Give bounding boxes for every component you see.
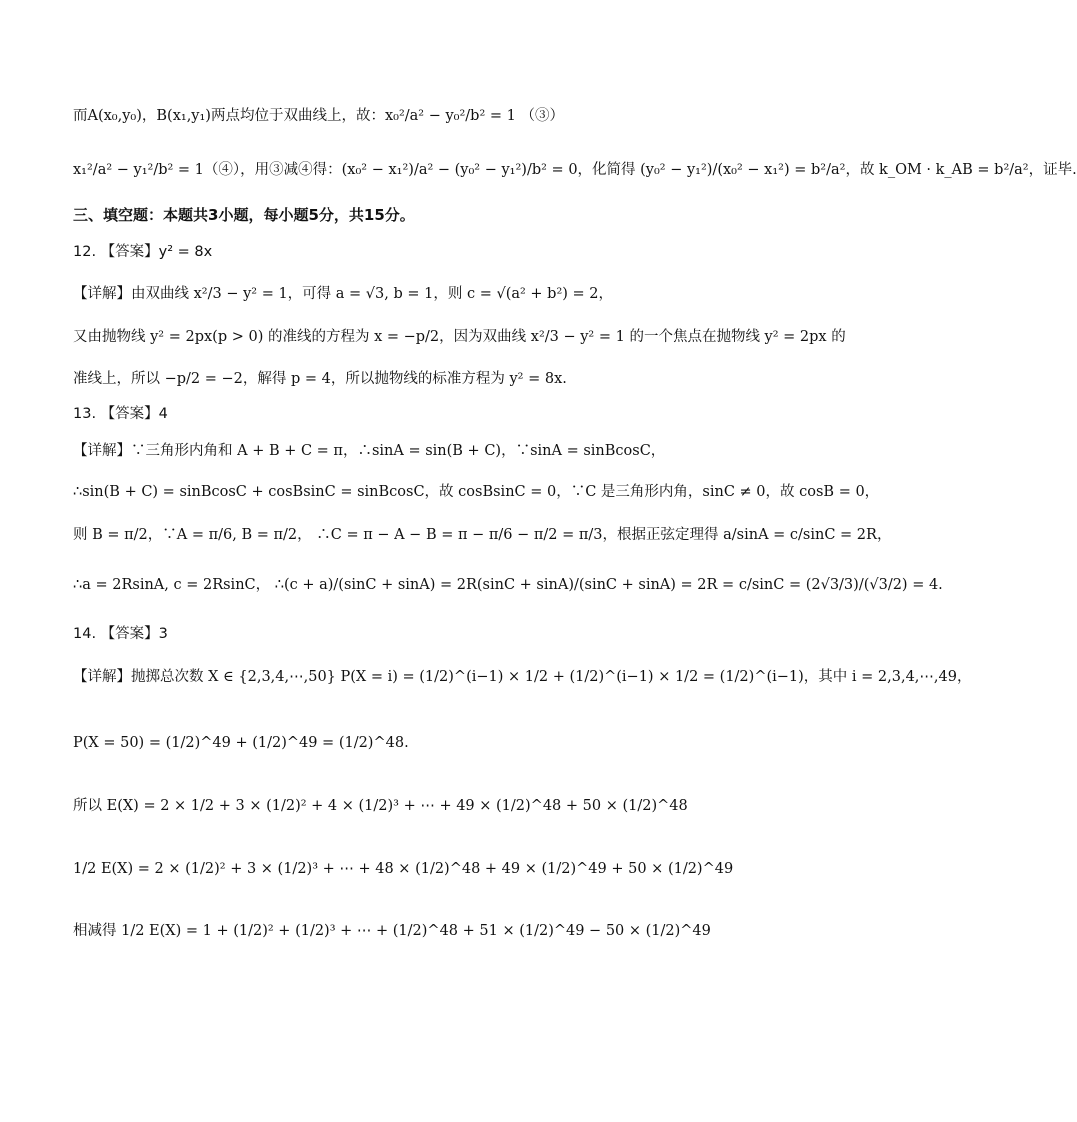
q12-answer: 12. 【答案】y² = 8x <box>73 244 213 260</box>
q14-explanation-line-1: 【详解】抛掷总次数 X ∈ {2,3,4,⋯,50} P(X = i) = (1/2)^(i−1) × 1/2 + (1/2)^(i−1) × 1/2 = (1/2)^(i−1)，其中 i = 2,3,4,⋯,49， <box>73 669 972 685</box>
proof-line-1: 而A(x₀,y₀)，B(x₁,y₁)两点均位于双曲线上，故：x₀²/a² − y₀²/b² = 1 （③） <box>73 108 564 124</box>
q12-explanation-line-1: 【详解】由双曲线 x²/3 − y² = 1，可得 a = √3, b = 1，则 c = √(a² + b²) = 2， <box>73 286 614 302</box>
q14-explanation-line-5: 相减得 1/2 E(X) = 1 + (1/2)² + (1/2)³ + ⋯ + (1/2)^48 + 51 × (1/2)^49 − 50 × (1/2)^49 <box>73 923 711 939</box>
q14-explanation-line-4: 1/2 E(X) = 2 × (1/2)² + 3 × (1/2)³ + ⋯ + 48 × (1/2)^48 + 49 × (1/2)^49 + 50 × (1/2)^49 <box>73 861 734 877</box>
section-heading-fill-in: 三、填空题：本题共3小题，每小题5分，共15分。 <box>73 206 415 224</box>
q12-explanation-line-2: 又由抛物线 y² = 2px(p > 0) 的准线的方程为 x = −p/2，因为双曲线 x²/3 − y² = 1 的一个焦点在抛物线 y² = 2px 的 <box>73 329 846 345</box>
q13-answer: 13. 【答案】4 <box>73 406 168 422</box>
q13-explanation-line-2: ∴sin(B + C) = sinBcosC + cosBsinC = sinBcosC，故 cosBsinC = 0，∵C 是三角形内角，sinC ≠ 0，故 cosB = 0， <box>73 484 880 500</box>
proof-line-2: x₁²/a² − y₁²/b² = 1（④），用③减④得：(x₀² − x₁²)/a² − (y₀² − y₁²)/b² = 0，化简得 (y₀² − y₁²)/(x₀² − x₁²) = b²/a²，故 k_OM · k_AB = b²/a²，证毕. <box>73 162 1077 178</box>
q12-explanation-line-3: 准线上，所以 −p/2 = −2，解得 p = 4，所以抛物线的标准方程为 y² = 8x. <box>73 371 567 387</box>
q14-answer: 14. 【答案】3 <box>73 626 168 642</box>
q13-explanation-line-4: ∴a = 2RsinA, c = 2RsinC， ∴(c + a)/(sinC + sinA) = 2R(sinC + sinA)/(sinC + sinA) = 2R = c/sinC = (2√3/3)/(√3/2) = 4. <box>73 577 943 593</box>
q14-explanation-line-3: 所以 E(X) = 2 × 1/2 + 3 × (1/2)² + 4 × (1/2)³ + ⋯ + 49 × (1/2)^48 + 50 × (1/2)^48 <box>73 798 688 814</box>
q13-explanation-line-3: 则 B = π/2，∵A = π/6, B = π/2， ∴C = π − A − B = π − π/6 − π/2 = π/3，根据正弦定理得 a/sinA = c/sinC = 2R， <box>73 527 892 543</box>
q14-explanation-line-2: P(X = 50) = (1/2)^49 + (1/2)^49 = (1/2)^48. <box>73 735 409 751</box>
q13-explanation-line-1: 【详解】∵三角形内角和 A + B + C = π，∴sinA = sin(B + C)，∵sinA = sinBcosC， <box>73 443 666 459</box>
